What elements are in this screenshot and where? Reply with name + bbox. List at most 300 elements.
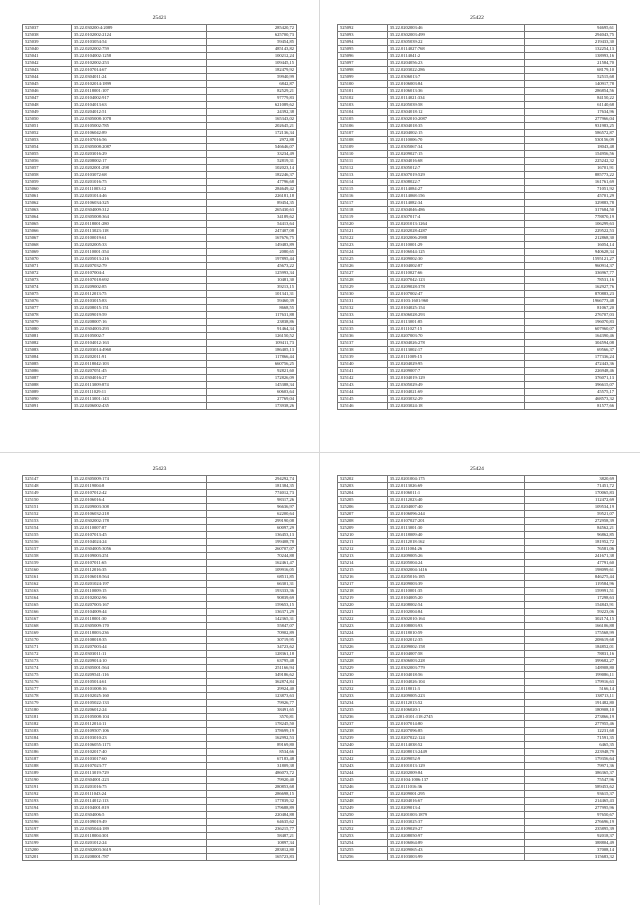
row-number-cell: 525234 — [338, 700, 388, 707]
cadastral-number-cell: 35.22.0107014:67 — [71, 67, 206, 74]
row-number-cell: 525227 — [338, 651, 388, 658]
value-cell: 136371,29 — [206, 609, 296, 616]
value-cell: 59223,06 — [524, 609, 616, 616]
cadastral-number-cell: 35.22.0107016:56 — [71, 137, 206, 144]
value-cell: 191482,80 — [524, 700, 616, 707]
cadastral-number-cell: 35.22.0202009:84 — [387, 770, 524, 777]
cadastral-number-cell: 35.22.0105002:7 — [71, 333, 206, 340]
table-row — [23, 172, 297, 179]
value-cell: 92821,60 — [206, 368, 296, 375]
cadastral-number-cell: 35.22.0106042:89 — [71, 130, 206, 137]
row-number-cell: 525038 — [23, 32, 72, 39]
table-row — [338, 847, 617, 854]
value-cell: 273866,19 — [524, 714, 616, 721]
cadastral-number-cell: 35.22.0209019:59 — [71, 312, 206, 319]
cadastral-number-cell: 35.22.0118001:30 — [71, 616, 206, 623]
table-row — [23, 382, 297, 389]
cadastral-number-cell: 35.22.0103010:23 — [71, 735, 206, 742]
cadastral-number-cell: 35.22.0201004:175 — [387, 476, 524, 483]
value-cell: 362874,84 — [206, 679, 296, 686]
cadastral-number-cell: 35.22.0101013:129 — [387, 763, 524, 770]
cadastral-number-cell: 35.22.0104007:58 — [387, 651, 524, 658]
cadastral-number-cell: 35.22.0107027:201 — [387, 518, 524, 525]
cadastral-number-cell: 35.22.0103054:54 — [71, 39, 206, 46]
row-number-cell: 525098 — [338, 67, 388, 74]
cadastral-number-cell: 35.22.0101008:16 — [71, 686, 206, 693]
value-cell: 186405,13 — [206, 347, 296, 354]
table-row — [23, 581, 297, 588]
table-row — [338, 490, 617, 497]
row-number-cell: 525219 — [338, 595, 388, 602]
cadastral-number-cell: 35.22.0113002:17 — [387, 347, 524, 354]
cadastral-number-cell: 35.22.0114038:52 — [387, 742, 524, 749]
value-cell: 81577,66 — [524, 403, 616, 410]
cadastral-number-cell: 35.22.0118009:40 — [387, 532, 524, 539]
value-cell: 179356,64 — [524, 756, 616, 763]
table-row — [338, 354, 617, 361]
value-cell: 159653,15 — [206, 602, 296, 609]
table-row — [23, 833, 297, 840]
table-row — [23, 165, 297, 172]
cadastral-number-cell: 35.22.0201003:1879 — [387, 812, 524, 819]
row-number-cell: 525176 — [23, 679, 72, 686]
row-number-cell: 525217 — [338, 581, 388, 588]
cadastral-number-cell: 35.22.0109029:27 — [387, 826, 524, 833]
table-row — [23, 798, 297, 805]
row-number-cell: 525157 — [23, 546, 72, 553]
cadastral-number-cell: 35.22.0111003:12 — [71, 186, 206, 193]
table-row — [23, 340, 297, 347]
table-row — [23, 658, 297, 665]
value-cell: 485143,82 — [206, 46, 296, 53]
row-number-cell: 525066 — [23, 228, 72, 235]
table-row — [23, 67, 297, 74]
cadastral-number-cell: 35.22.0104018:56 — [387, 672, 524, 679]
value-cell: 109916,05 — [206, 567, 296, 574]
value-cell: 774012,73 — [206, 490, 296, 497]
cadastral-number-cell: 35.22.0207051:45 — [71, 368, 206, 375]
row-number-cell: 525226 — [338, 644, 388, 651]
row-number-cell: 525149 — [23, 490, 72, 497]
horizontal-page-divider — [0, 452, 640, 453]
table-row — [338, 749, 617, 756]
value-cell: 109534,19 — [524, 504, 616, 511]
cadastral-number-cell: 35.22.0112013:52 — [387, 700, 524, 707]
value-cell: 277955,46 — [524, 721, 616, 728]
table-row — [23, 532, 297, 539]
row-number-cell: 525166 — [23, 609, 72, 616]
table-row — [23, 312, 297, 319]
value-cell: 68179,10 — [524, 67, 616, 74]
row-number-cell: 525152 — [23, 511, 72, 518]
table-row — [23, 672, 297, 679]
value-cell: 18043,48 — [524, 144, 616, 151]
row-number-cell: 525252 — [338, 826, 388, 833]
table-row — [23, 560, 297, 567]
cadastral-table — [22, 24, 297, 410]
row-number-cell: 525188 — [23, 763, 72, 770]
table-row — [23, 277, 297, 284]
page-panel-1 — [22, 12, 297, 410]
table-row — [338, 326, 617, 333]
table-row — [23, 60, 297, 67]
cadastral-number-cell: 35.22.0201014:46 — [71, 193, 206, 200]
table-row — [23, 39, 297, 46]
value-cell: 67183,48 — [206, 756, 296, 763]
table-row — [338, 291, 617, 298]
table-row — [23, 368, 297, 375]
value-cell: 59521,07 — [524, 511, 616, 518]
value-cell: 177839,32 — [206, 798, 296, 805]
table-row — [338, 574, 617, 581]
row-number-cell: 525158 — [23, 553, 72, 560]
row-number-cell: 525099 — [338, 74, 388, 81]
page-panel-4 — [337, 463, 617, 861]
value-cell: 621089,62 — [206, 102, 296, 109]
row-number-cell: 525043 — [23, 67, 72, 74]
row-number-cell: 525147 — [23, 476, 72, 483]
cadastral-number-cell: 35.22.0106020:1 — [387, 707, 524, 714]
page-panel-2 — [337, 12, 617, 410]
value-cell: 197895,44 — [206, 256, 296, 263]
table-row — [23, 270, 297, 277]
row-number-cell: 525155 — [23, 532, 72, 539]
value-cell: 229522,53 — [524, 228, 616, 235]
value-cell: 940628,34 — [524, 249, 616, 256]
row-number-cell: 525119 — [338, 214, 388, 221]
table-row — [338, 361, 617, 368]
table-row — [23, 805, 297, 812]
page-number: 25421 — [152, 15, 167, 21]
table-row — [338, 375, 617, 382]
value-cell: 68511,85 — [206, 574, 296, 581]
cadastral-number-cell: 35.22.030200:4:2089 — [71, 25, 206, 32]
value-cell: 96862,85 — [524, 532, 616, 539]
row-number-cell: 525044 — [23, 74, 72, 81]
row-number-cell: 525059 — [23, 179, 72, 186]
cadastral-number-cell: 35.22.0106034:325 — [71, 200, 206, 207]
cadastral-number-cell: 35.22.0306003:228 — [387, 658, 524, 665]
table-row — [23, 396, 297, 403]
table-row — [23, 95, 297, 102]
cadastral-number-cell: 35.22.0102025:160 — [71, 693, 206, 700]
cadastral-number-cell: 35.22.0201016:75 — [71, 784, 206, 791]
cadastral-number-cell: 35.22.0118001:280 — [71, 221, 206, 228]
cadastral-number-cell: 35.22.0302002:178 — [71, 518, 206, 525]
cadastral-number-cell: 35.22.0304001:223 — [71, 777, 206, 784]
cadastral-number-cell: 35.22.0105022:133 — [71, 700, 206, 707]
value-cell: 38491,65 — [206, 707, 296, 714]
row-number-cell: 525062 — [23, 200, 72, 207]
table-row — [23, 130, 297, 137]
row-number-cell: 525190 — [23, 777, 72, 784]
cadastral-number-cell: 35.22.0207022:124 — [387, 735, 524, 742]
cadastral-number-cell: 35.22.0307019:529 — [387, 172, 524, 179]
value-cell: 378699,19 — [206, 728, 296, 735]
table-row — [23, 137, 297, 144]
cadastral-number-cell: 35.22.0104002:917 — [71, 95, 206, 102]
row-number-cell: 525082 — [23, 340, 72, 347]
row-number-cell: 525118 — [338, 207, 388, 214]
value-cell: 212868,30 — [524, 235, 616, 242]
row-number-cell: 525109 — [338, 144, 388, 151]
cadastral-number-cell: 35.22.0203032:29 — [387, 396, 524, 403]
cadastral-number-cell: 35.22.0201012:24 — [71, 840, 206, 847]
table-row — [338, 60, 617, 67]
table-row — [338, 403, 617, 410]
value-cell: 315683,32 — [524, 854, 616, 861]
row-number-cell: 525041 — [23, 53, 72, 60]
cadastral-number-cell: 35.22.0305044:189 — [71, 826, 206, 833]
value-cell: 92018,37 — [524, 833, 616, 840]
cadastral-number-cell: 35.22.0304046:486 — [387, 207, 524, 214]
value-cell: 136453,13 — [206, 532, 296, 539]
row-number-cell: 525106 — [338, 123, 388, 130]
value-cell: 91464,34 — [206, 326, 296, 333]
row-number-cell: 525090 — [23, 396, 72, 403]
row-number-cell: 525228 — [338, 658, 388, 665]
row-number-cell: 525221 — [338, 609, 388, 616]
table-row — [23, 693, 297, 700]
row-number-cell: 525136 — [338, 333, 388, 340]
row-number-cell: 525183 — [23, 728, 72, 735]
row-number-cell: 525104 — [338, 109, 388, 116]
row-number-cell: 525095 — [338, 46, 388, 53]
cadastral-number-cell: 35.22.0103025:37 — [387, 819, 524, 826]
value-cell: 154956,56 — [524, 151, 616, 158]
cadastral-number-cell: 35.22.0207003:44 — [71, 644, 206, 651]
table-row — [338, 651, 617, 658]
row-number-cell: 525130 — [338, 291, 388, 298]
cadastral-number-cell: 35.22.0304006:5 — [71, 812, 206, 819]
value-cell: 8668,55 — [206, 305, 296, 312]
row-number-cell: 525256 — [338, 854, 388, 861]
cadastral-number-cell: 35.22.0102014:1899 — [71, 81, 206, 88]
value-cell: 47796,68 — [206, 179, 296, 186]
row-number-cell: 525143 — [338, 382, 388, 389]
cadastral-number-cell: 35.22.0104024:24 — [71, 539, 206, 546]
table-row — [338, 305, 617, 312]
row-number-cell: 525070 — [23, 256, 72, 263]
row-number-cell: 525137 — [338, 340, 388, 347]
row-number-cell: 525185 — [23, 742, 72, 749]
row-number-cell: 525060 — [23, 186, 72, 193]
table-row — [23, 630, 297, 637]
value-cell: 12231,68 — [524, 728, 616, 735]
row-number-cell: 525200 — [23, 847, 72, 854]
cadastral-number-cell: 35.22.0118001:107 — [71, 88, 206, 95]
table-row — [338, 88, 617, 95]
cadastral-number-cell: 35.22.0305009:170 — [71, 623, 206, 630]
row-number-cell: 525184 — [23, 735, 72, 742]
row-number-cell: 525047 — [23, 95, 72, 102]
row-number-cell: 525140 — [338, 361, 388, 368]
table-row — [338, 32, 617, 39]
value-cell: 70902,89 — [206, 630, 296, 637]
table-row — [338, 368, 617, 375]
table-row — [23, 476, 297, 483]
row-number-cell: 525222 — [338, 616, 388, 623]
value-cell: 241671,38 — [524, 553, 616, 560]
table-row — [23, 375, 297, 382]
table-row — [338, 560, 617, 567]
cadastral-number-cell: 35.22.0109507:106 — [71, 728, 206, 735]
cadastral-number-cell: 35.22.0106032:218 — [71, 511, 206, 518]
table-row — [338, 819, 617, 826]
value-cell: 220484,88 — [206, 812, 296, 819]
cadastral-number-cell: 35.22.0110001:35 — [387, 588, 524, 595]
row-number-cell: 525199 — [23, 840, 72, 847]
value-cell: 90839,69 — [206, 595, 296, 602]
page-number: 25424 — [470, 466, 484, 472]
cadastral-number-cell: 35.22.0306013:7 — [387, 74, 524, 81]
row-number-cell: 525244 — [338, 770, 388, 777]
cadastral-number-cell: 35.22.0107011:65 — [71, 560, 206, 567]
cadastral-number-cell: 35.22.0109003:251 — [71, 553, 206, 560]
cadastral-number-cell: 35.22.0103017:60 — [71, 756, 206, 763]
value-cell: 208619,68 — [524, 637, 616, 644]
value-cell: 199086,11 — [524, 672, 616, 679]
value-cell: 79920,40 — [206, 777, 296, 784]
value-cell: 251166,94 — [206, 665, 296, 672]
cadastral-number-cell: 35.22.0203022:286 — [387, 67, 524, 74]
value-cell: 236215,77 — [206, 826, 296, 833]
row-number-cell: 525223 — [338, 623, 388, 630]
row-number-cell: 525110 — [338, 151, 388, 158]
cadastral-number-cell: 35.22.0113001:143 — [71, 396, 206, 403]
value-cell: 125993,34 — [206, 270, 296, 277]
table-row — [338, 539, 617, 546]
value-cell: 175568,99 — [524, 630, 616, 637]
table-row — [338, 298, 617, 305]
row-number-cell: 525148 — [23, 483, 72, 490]
row-number-cell: 525193 — [23, 798, 72, 805]
table-row — [338, 525, 617, 532]
cadastral-number-cell: 35.22.0201013:1264 — [387, 221, 524, 228]
cadastral-number-cell: 35.22.0305029:49 — [387, 382, 524, 389]
table-row — [23, 525, 297, 532]
row-number-cell: 525105 — [338, 116, 388, 123]
table-row — [338, 186, 617, 193]
row-number-cell: 525191 — [23, 784, 72, 791]
row-number-cell: 525085 — [23, 361, 72, 368]
row-number-cell: 525074 — [23, 284, 72, 291]
table-row — [338, 833, 617, 840]
value-cell: 196070,83 — [524, 319, 616, 326]
table-row — [338, 74, 617, 81]
cadastral-number-cell: 35.22.0307017:4 — [387, 214, 524, 221]
table-row — [338, 228, 617, 235]
table-row — [23, 319, 297, 326]
cadastral-number-cell: 35.22.0105014:61 — [71, 679, 206, 686]
value-cell: 247407,08 — [206, 228, 296, 235]
cadastral-number-cell: 35.22.0107018:692 — [71, 277, 206, 284]
row-number-cell: 525127 — [338, 270, 388, 277]
cadastral-number-cell: 35.22.0108003:93 — [387, 623, 524, 630]
value-cell: 75547,96 — [524, 777, 616, 784]
row-number-cell: 525175 — [23, 672, 72, 679]
value-cell: 225242,32 — [524, 158, 616, 165]
table-row — [23, 186, 297, 193]
row-number-cell: 525173 — [23, 658, 72, 665]
cadastral-number-cell: 35.22.0106016:4 — [71, 497, 206, 504]
cadastral-number-cell: 35.22.0107023:77 — [71, 763, 206, 770]
row-number-cell: 525240 — [338, 742, 388, 749]
value-cell: 17634,96 — [524, 109, 616, 116]
row-number-cell: 525146 — [338, 403, 388, 410]
table-row — [23, 53, 297, 60]
cadastral-number-cell: 35.22.0305008:1078 — [71, 116, 206, 123]
table-row — [338, 284, 617, 291]
cadastral-number-cell: 35.22.0103003:99 — [387, 854, 524, 861]
table-row — [338, 263, 617, 270]
table-row — [23, 497, 297, 504]
table-row — [23, 298, 297, 305]
table-row — [338, 742, 617, 749]
row-number-cell: 525253 — [338, 833, 388, 840]
value-cell: 66301,31 — [206, 581, 296, 588]
row-number-cell: 525107 — [338, 130, 388, 137]
cadastral-number-cell: 35.22.0114041:2 — [387, 53, 524, 60]
value-cell: 272958,39 — [524, 518, 616, 525]
cadastral-number-cell: 35.22.0104005:20 — [387, 595, 524, 602]
value-cell: 96636,97 — [206, 504, 296, 511]
row-number-cell: 525160 — [23, 567, 72, 574]
row-number-cell: 525144 — [338, 389, 388, 396]
row-number-cell: 525153 — [23, 518, 72, 525]
cadastral-number-cell: 35.22.0203014:4960 — [71, 347, 206, 354]
row-number-cell: 525202 — [338, 476, 388, 483]
value-cell: 284649,42 — [206, 186, 296, 193]
cadastral-number-cell: 35.22.0114027:768 — [387, 46, 524, 53]
value-cell: 117631,88 — [206, 312, 296, 319]
row-number-cell: 525080 — [23, 326, 72, 333]
value-cell: 286698,15 — [206, 791, 296, 798]
row-number-cell: 525063 — [23, 207, 72, 214]
cadastral-number-cell: 35.22.0208050:97 — [387, 833, 524, 840]
row-number-cell: 525049 — [23, 109, 72, 116]
cadastral-number-cell: 35.22.0102002:2124 — [71, 32, 206, 39]
value-cell: 235895,39 — [524, 826, 616, 833]
table-row — [338, 623, 617, 630]
row-number-cell: 525197 — [23, 826, 72, 833]
page-panel-3 — [22, 463, 297, 861]
table-row — [23, 291, 297, 298]
value-cell: 164390,46 — [524, 333, 616, 340]
value-cell: 294043,75 — [524, 32, 616, 39]
table-row — [338, 679, 617, 686]
cadastral-number-cell: 35.22.0107014:80 — [387, 721, 524, 728]
value-cell: 54413,64 — [206, 221, 296, 228]
value-cell: 79971,36 — [524, 763, 616, 770]
cadastral-number-cell: 35.22.0107013:45 — [71, 532, 206, 539]
cadastral-number-cell: 35.22.0110006:70 — [387, 137, 524, 144]
row-number-cell: 525128 — [338, 277, 388, 284]
row-number-cell: 525102 — [338, 95, 388, 102]
table-row — [23, 728, 297, 735]
cadastral-number-cell: 35.22.0113001:30 — [387, 525, 524, 532]
cadastral-number-cell: 35.22.0105008:104 — [71, 714, 206, 721]
table-row — [23, 326, 297, 333]
table-row — [23, 116, 297, 123]
value-cell: 179688,89 — [206, 805, 296, 812]
table-row — [338, 532, 617, 539]
table-row — [338, 123, 617, 130]
cadastral-number-cell: 35.22.0118042:103 — [71, 361, 206, 368]
table-row — [23, 756, 297, 763]
cadastral-number-cell: 35.22.0209005:223 — [387, 693, 524, 700]
cadastral-number-cell: 35.22.0202001:298 — [71, 165, 206, 172]
